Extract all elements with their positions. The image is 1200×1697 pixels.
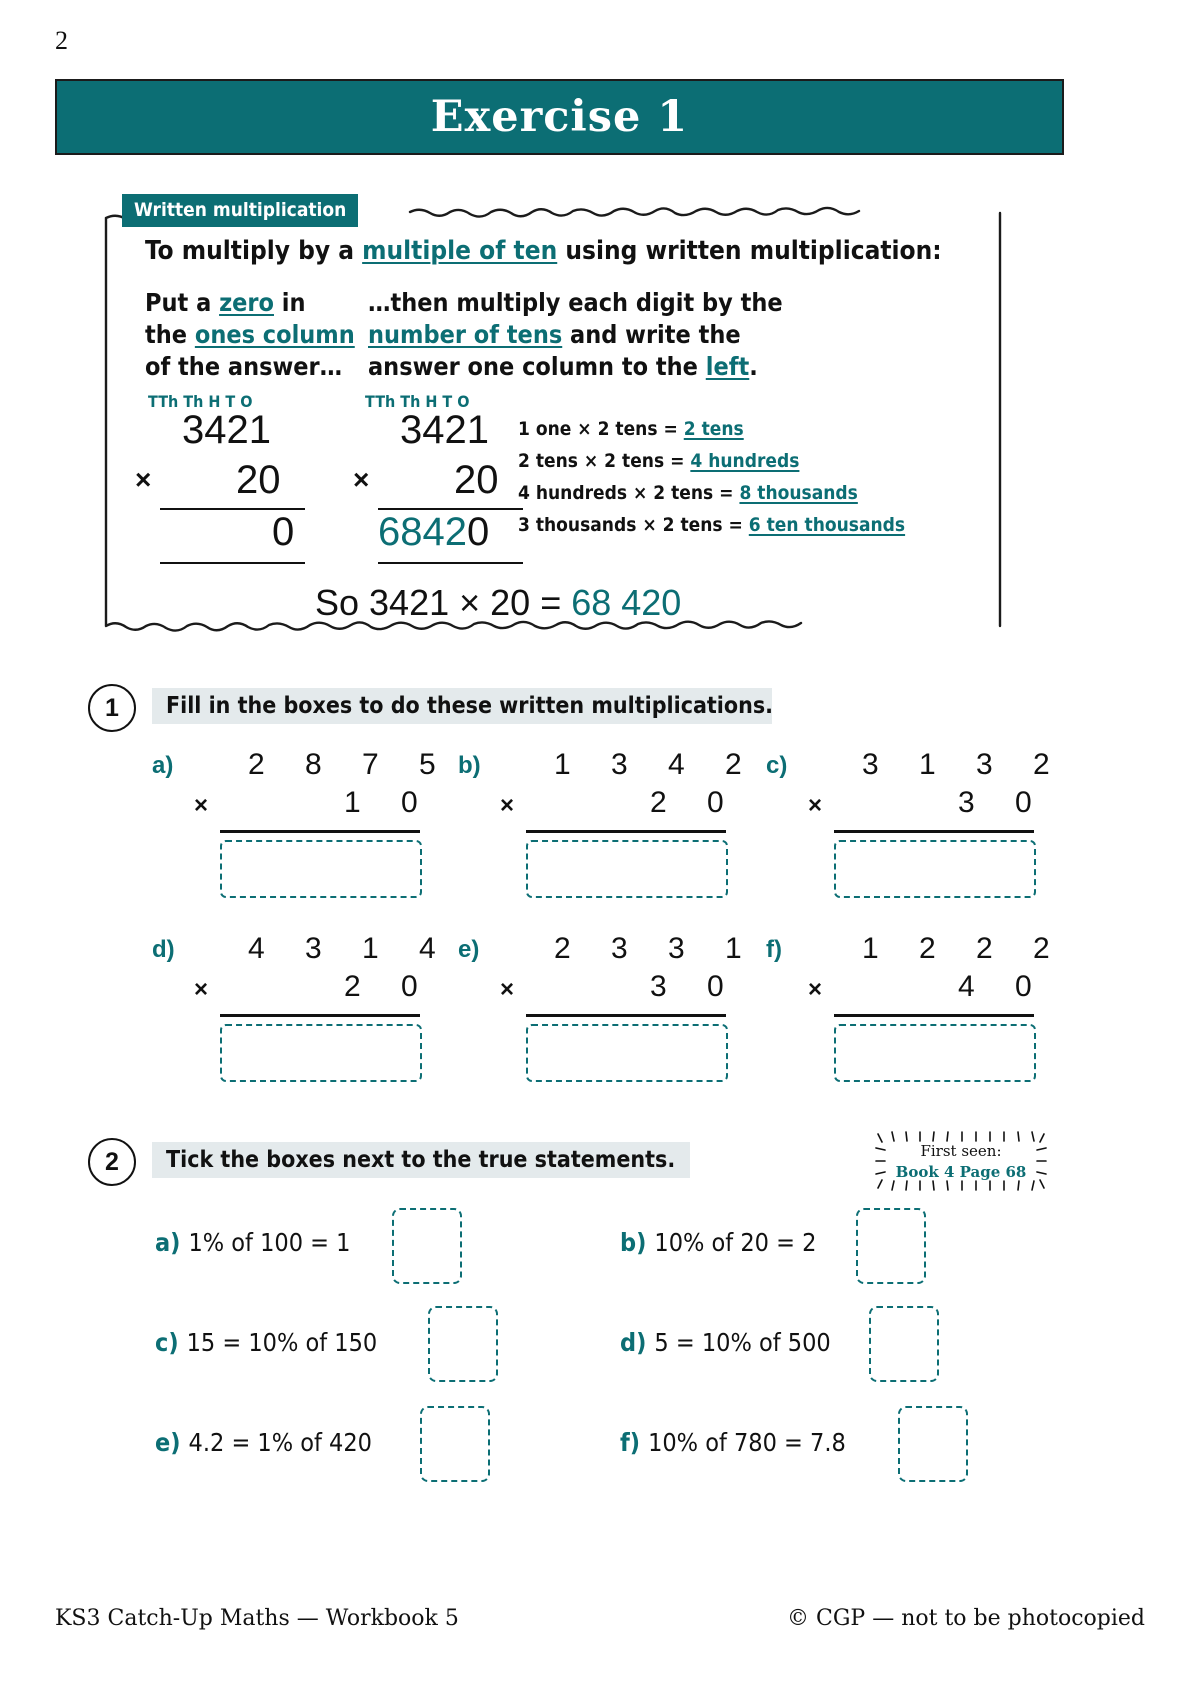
left-col-line2 xyxy=(145,320,355,349)
calc2-rule-bottom xyxy=(378,562,523,564)
statement-d-label: d) xyxy=(620,1328,647,1357)
worked-example-lead xyxy=(145,236,942,266)
item-e-answer-box[interactable] xyxy=(526,1024,728,1082)
stamp-line-1: First seen: xyxy=(920,1141,1002,1160)
statement-f xyxy=(620,1428,846,1457)
r3-link: left xyxy=(705,352,750,381)
calc2-answer-black: 0 xyxy=(466,510,490,554)
item-d-times-sign: × xyxy=(194,976,209,1003)
question-2-number-label: 2 xyxy=(105,1147,119,1176)
question-2-instruction: Tick the boxes next to the true statements. xyxy=(166,1147,676,1173)
explanation-3-result: 8 thousands xyxy=(739,482,858,504)
l1-pre: Put a xyxy=(145,288,220,317)
stamp-line-2: Book 4 Page 68 xyxy=(895,1162,1027,1181)
explanation-1-text: 1 one × 2 tens = xyxy=(518,418,684,440)
item-d-label: d) xyxy=(152,936,175,963)
explanation-4-result: 6 ten thousands xyxy=(748,514,906,536)
exercise-title: Exercise 1 xyxy=(430,92,689,142)
right-col-line1: …then multiply each digit by the xyxy=(368,288,783,317)
tickbox-a[interactable] xyxy=(392,1208,462,1284)
lead-link: multiple of ten xyxy=(362,236,558,266)
question-1-instruction: Fill in the boxes to do these written multiplications. xyxy=(166,693,774,719)
conclusion-answer: 68 420 xyxy=(571,582,682,623)
explanation-4-text: 3 thousands × 2 tens = xyxy=(518,514,749,536)
calc1-times-sign: × xyxy=(135,464,152,495)
explanation-2-result: 4 hundreds xyxy=(690,450,800,472)
item-a-bottom-number: 1 0 xyxy=(344,786,434,819)
statement-f-label: f) xyxy=(620,1428,641,1457)
question-1-number-label: 1 xyxy=(105,693,119,722)
left-col-line1 xyxy=(145,288,306,317)
statement-a-label: a) xyxy=(155,1228,181,1257)
place-value-header-1: TTh Th H T O xyxy=(148,392,253,411)
statement-d-text: 5 = 10% of 500 xyxy=(654,1328,831,1357)
calc1-rule-bottom xyxy=(160,562,305,564)
item-d-answer-box[interactable] xyxy=(220,1024,422,1082)
tickbox-c[interactable] xyxy=(428,1306,498,1382)
item-f-label: f) xyxy=(766,936,782,963)
statement-b-label: b) xyxy=(620,1228,647,1257)
statement-e xyxy=(155,1428,372,1457)
item-a-label: a) xyxy=(152,752,174,779)
explanation-2-text: 2 tens × 2 tens = xyxy=(518,450,691,472)
item-a-answer-box[interactable] xyxy=(220,840,422,898)
tickbox-f[interactable] xyxy=(898,1406,968,1482)
item-c-bottom-number: 3 0 xyxy=(958,786,1048,819)
statement-c-text: 15 = 10% of 150 xyxy=(186,1328,378,1357)
multiplication-item-a xyxy=(152,748,452,898)
explanation-line-4 xyxy=(518,514,905,536)
conclusion-pre: So 3421 × 20 = xyxy=(315,582,572,623)
item-a-times-sign: × xyxy=(194,792,209,819)
item-d-top-number: 4 3 1 4 xyxy=(248,932,452,965)
item-b-rule xyxy=(526,830,726,833)
right-col-line3 xyxy=(368,352,758,381)
footer-left: KS3 Catch-Up Maths — Workbook 5 xyxy=(55,1606,459,1631)
calc2-answer-teal: 6842 xyxy=(378,510,467,554)
r2-link: number of tens xyxy=(368,320,563,349)
explanation-3-text: 4 hundreds × 2 tens = xyxy=(518,482,740,504)
item-f-bottom-number: 4 0 xyxy=(958,970,1048,1003)
statement-e-text: 4.2 = 1% of 420 xyxy=(188,1428,372,1457)
explanation-line-3 xyxy=(518,482,858,504)
item-b-top-number: 1 3 4 2 xyxy=(554,748,758,781)
l1-post: in xyxy=(273,288,306,317)
statement-e-label: e) xyxy=(155,1428,181,1457)
item-f-answer-box[interactable] xyxy=(834,1024,1036,1082)
item-b-bottom-number: 2 0 xyxy=(650,786,740,819)
item-b-answer-box[interactable] xyxy=(526,840,728,898)
l2-link: ones column xyxy=(194,320,355,349)
statement-f-text: 10% of 780 = 7.8 xyxy=(648,1428,846,1457)
question-2-number xyxy=(88,1138,136,1186)
item-c-label: c) xyxy=(766,752,788,779)
item-e-times-sign: × xyxy=(500,976,515,1003)
calc2-times-sign: × xyxy=(353,464,370,495)
statement-a xyxy=(155,1228,350,1257)
worked-example-tab-label: Written multiplication xyxy=(122,194,358,227)
explanation-line-2 xyxy=(518,450,799,472)
worked-example-conclusion xyxy=(315,582,681,624)
multiplication-item-b xyxy=(458,748,758,898)
place-value-header-2: TTh Th H T O xyxy=(365,392,470,411)
item-c-times-sign: × xyxy=(808,792,823,819)
item-b-label: b) xyxy=(458,752,481,779)
tickbox-b[interactable] xyxy=(856,1208,926,1284)
statement-b xyxy=(620,1228,816,1257)
item-a-rule xyxy=(220,830,420,833)
explanation-1-result: 2 tens xyxy=(683,418,744,440)
item-e-top-number: 2 3 3 1 xyxy=(554,932,758,965)
r2-post: and write the xyxy=(562,320,741,349)
tickbox-e[interactable] xyxy=(420,1406,490,1482)
item-c-answer-box[interactable] xyxy=(834,840,1036,898)
item-a-top-number: 2 8 7 5 xyxy=(248,748,452,781)
l1-link: zero xyxy=(219,288,274,317)
multiplication-item-c xyxy=(766,748,1066,898)
question-1-instruction-bar xyxy=(152,688,772,724)
calc1-top-number: 3421 xyxy=(182,408,271,452)
multiplication-item-f xyxy=(766,932,1066,1082)
item-f-top-number: 1 2 2 2 xyxy=(862,932,1066,965)
footer-right: © CGP — not to be photocopied xyxy=(787,1606,1145,1631)
question-2-instruction-bar xyxy=(152,1142,690,1178)
statement-c-label: c) xyxy=(155,1328,179,1357)
calc1-answer: 0 xyxy=(272,510,295,554)
item-f-rule xyxy=(834,1014,1034,1017)
exercise-banner xyxy=(55,79,1064,155)
r3-post: . xyxy=(749,352,758,381)
calc2-bottom-number: 20 xyxy=(454,458,499,502)
item-d-rule xyxy=(220,1014,420,1017)
item-e-bottom-number: 3 0 xyxy=(650,970,740,1003)
calc2-top-number: 3421 xyxy=(400,408,489,452)
item-e-rule xyxy=(526,1014,726,1017)
calc1-bottom-number: 20 xyxy=(236,458,281,502)
lead-pre: To multiply by a xyxy=(145,236,363,266)
l2-pre: the xyxy=(145,320,195,349)
statement-a-text: 1% of 100 = 1 xyxy=(188,1228,351,1257)
item-e-label: e) xyxy=(458,936,480,963)
first-seen-stamp xyxy=(872,1128,1050,1194)
left-col-line3: of the answer… xyxy=(145,352,343,381)
calc2-answer xyxy=(378,510,489,555)
item-f-times-sign: × xyxy=(808,976,823,1003)
tickbox-d[interactable] xyxy=(869,1306,939,1382)
item-d-bottom-number: 2 0 xyxy=(344,970,434,1003)
lead-post: using written multiplication: xyxy=(557,236,942,266)
item-c-rule xyxy=(834,830,1034,833)
statement-c xyxy=(155,1328,377,1357)
page-number: 2 xyxy=(55,26,68,55)
stamp-perforated-border xyxy=(872,1128,1050,1194)
item-c-top-number: 3 1 3 2 xyxy=(862,748,1066,781)
worked-example-box xyxy=(100,196,1010,648)
r3-pre: answer one column to the xyxy=(368,352,706,381)
multiplication-item-d xyxy=(152,932,452,1082)
item-b-times-sign: × xyxy=(500,792,515,819)
statement-b-text: 10% of 20 = 2 xyxy=(654,1228,817,1257)
explanation-line-1 xyxy=(518,418,744,440)
statement-d xyxy=(620,1328,831,1357)
right-col-line2 xyxy=(368,320,741,349)
question-1-number xyxy=(88,684,136,732)
multiplication-item-e xyxy=(458,932,758,1082)
